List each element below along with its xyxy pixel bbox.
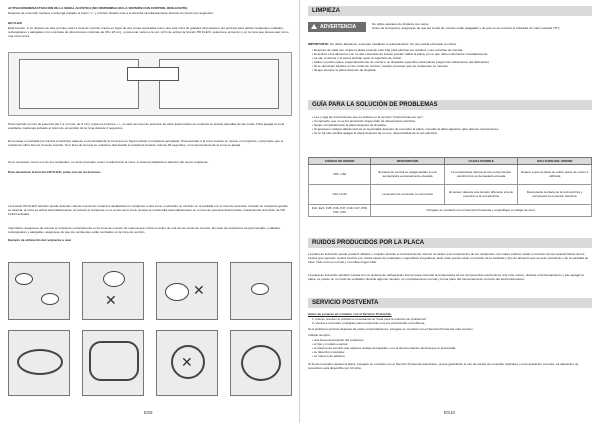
servicio-info-list [312, 338, 592, 358]
troubleshooting-list [308, 115, 592, 135]
table-cell: El panel de control se apaga debido a una temperatura excesivamente elevada [371, 165, 445, 185]
table-cell: Espere a que la placa se enfríe antes de volver a utilizarla [518, 165, 592, 185]
cross-icon: ✕ [181, 354, 193, 370]
page-number-left: ES9 [144, 410, 153, 415]
table-header-row [309, 158, 592, 165]
table-row [309, 205, 592, 217]
pot-icon [251, 283, 269, 295]
list-item: • una breve descripción del problema; [312, 338, 364, 342]
example-pan-grid-7 [156, 330, 218, 396]
table-row [309, 165, 592, 185]
list-item: • Después de cada uso, limpie la placa (cuando esté fría) para eliminar los residuos y las manchas de comida. [312, 48, 464, 52]
hd-flexi-intro: Esta función, si se dispone de ella, permite usar la zona de cocción entera en lugar de dos zonas separadas como una sola zona de grandes dimensiones. Es perfecta para utilizar recipientes ovalados, rectangulares y alargados (con una base de dimensiones máximas de 38 x 23 cm), o para usar varios a la vez. Al fin de activar la función HD FLEXI, seleccione al tiempo y en la zona que desea usar como una zona única. [8, 26, 289, 38]
list-item: • su número de teléfono. [312, 354, 346, 358]
warning-line-1: No utilice aparatos de limpieza con vapor. [372, 22, 430, 26]
example-pan-grid-4 [230, 262, 292, 320]
cleaning-list [308, 48, 592, 72]
important-label: IMPORTANTE: [308, 42, 330, 46]
round-pan-icon [241, 345, 281, 381]
table-row [309, 185, 592, 205]
servicio-indicate: Indique siempre: [308, 333, 331, 337]
signal-text: Después de encender la placa, mantenga pulsado el botón "+" y el botón situado más a la derecha simultáneamente durante al menos tres segundos. [8, 11, 214, 15]
list-item: • su dirección completa; [312, 350, 345, 354]
rect-pan-icon [89, 341, 139, 381]
servicio-final: Si fuera necesario reparar la placa, póngase en contacto con el Servicio Postventa autorizado, ya que garantizan el uso de piezas de recambio originales y una reparación correcta. La aplicación de recambios está disponible por 10 años. [308, 362, 579, 370]
list-item: • Si aparecen códigos alfanuméricos en la pantalla después de encender la placa, consulte la tabla siguiente para obtener instrucciones. [312, 127, 500, 131]
table-cell: Desconecte la placa de la red eléctrica y compruebe la conexión eléctrica. [518, 185, 592, 205]
example-pan-grid-1 [8, 262, 70, 320]
display-message-text: El mensaje en pantalla (se ilumina el símbolo) aparece en la pantalla de la zona que no haya recibido el recipiente apropiado. Para acceder a la zona cuando se mueve un recipiente, compruebe que el recipiente cubra bien la zona de cocción. Si el área de la zona se mantiene detectando el recipiente durante más de 30 segundos, el reconocimiento de la zona se apaga. [8, 139, 284, 147]
servicio-intro: Antes de ponerse en contacto con el Servicio Postventa: [308, 312, 392, 316]
example-pan-grid-2 [82, 262, 144, 320]
ruidos-title: RUIDOS PRODUCIDOS POR LA PLACA [308, 238, 592, 248]
list-item: • Si no ha sido posible apagar la placa después de su uso, desenchúfela de la red eléctrica. [312, 131, 438, 135]
table-header: CAUSA POSIBLE [444, 158, 518, 165]
warning-line-2: Antes de la limpieza, asegúrese de que las zonas de cocción están apagadas y de que no se muestra el indicador de calor residual ("H"). [372, 26, 561, 30]
example-pan-grid-3 [156, 262, 218, 320]
pot-icon [103, 271, 125, 287]
cross-icon: ✕ [193, 282, 205, 298]
important-text: No utilice abrasivos, esponjas metálicas ni quitamanchas. Su uso podría estropear el cristal. [330, 42, 457, 46]
servicio-step-2: 2. Vuelva a encender el aparato para comprobar si se ha solucionado el problema. [312, 321, 426, 325]
example-pan-grid-5 [8, 330, 70, 396]
list-item: • Seque siempre la placa después de limpiarla. [312, 68, 377, 72]
ruidos-paragraph-2: La placa de inducción también cuenta con un sistema de refrigeración interno para controlar la temperatura de los componentes electrónicos. Por este motivo, durante el funcionamiento y tras apagar la placa, se puede oír un ruido de ventilador durante algunos minutos; es completamente normal y forma parte del funcionamiento correcto del electrodoméstico. [308, 273, 584, 281]
ruidos-paragraph-1: La placa de inducción puede producir silbidos o crujidos durante el funcionamiento normal; se deben a la composición de los recipientes, los cuales podrían variar en función de las características de los fondos (por ejemplo, fondos hechos con varias capas de materiales o superficies irregulares). Este ruido puede variar en función de la cantidad y tipo de alimento que se esté cocinando y de la cantidad de ellos. Todo esto es normal y no indica ningún fallo. [308, 252, 589, 264]
subheading-hd-flexi: HD FLEXI [8, 21, 23, 25]
cross-icon: ✕ [105, 292, 117, 308]
important-note-text: Importante: asegúrese de colocar el recipiente correctamente en la zona de cocción de manera que cubra el centro de una de las zonas de cocción. En caso de recipientes de gran tamaño, ovalados, rectangulares y alargados, asegúrese de que los recipientes están centrados en la zona de cocción. [8, 226, 281, 234]
list-item: • Si se derraman líquidos en las zonas de cocción, pueden provocar que los recipientes se muevan. [312, 64, 449, 68]
power-level-text: Para cambiar el nivel de potencia (de 1 a un máx. de 9 o P), pulse los botones + / - el valor del nivel de potencia. El valor determinado se mostrará en ambas pantallas de las zonas. Para apagar la zona ampliada, mantenga pulsado el botón de encendido de la zona durante 3 segundos. [8, 122, 285, 130]
guia-title: GUÍA PARA LA SOLUCIÓN DE PROBLEMAS [308, 100, 592, 110]
pot-icon [41, 293, 59, 305]
example-caption: Ejemplo de utilización del recipiente a usar [8, 238, 72, 242]
pot-icon [165, 283, 189, 301]
page-number-right: ES10 [444, 410, 456, 415]
cooktop-zone-left [19, 59, 139, 109]
list-item: • Utilice un paño suave, papel absorbente de cocina o un limpiador específico para placas (según las indicaciones del fabricante). [312, 60, 490, 64]
table-cell: El sensor detecta una tensión diferente a la de conexión a la red eléctrica [444, 185, 518, 205]
list-item: • El azúcar o los alimentos con un alto contenido de azúcar pueden dañar la placa, por lo que deben eliminarse inmediatamente. [312, 52, 489, 56]
table-header: DESCRIPCIÓN [371, 158, 445, 165]
example-pan-grid-8 [230, 330, 292, 396]
control-panel-illustration [8, 52, 292, 116]
list-item: • Compruebe que no se ha producido ningún fallo de alimentación eléctrica. [312, 119, 416, 123]
deactivate-text: Para desactivar la función HD FLEXI, pulse uno de los botones. [8, 170, 102, 174]
important-note [308, 42, 592, 46]
list-item: • el número de servicio que aparece debajo del aparato o en la documentación técnica que lo acompaña; [312, 346, 457, 350]
list-item: • el tipo y modelo exactos; [312, 342, 348, 346]
table-cell: La tensión de conexión es incorrecta [371, 185, 445, 205]
table-cell: La temperatura interna de los componentes electrónicos es demasiado elevada [444, 165, 518, 185]
table-cell: Póngase en contacto con el Servicio Postventa y especifique el código de error. [371, 205, 592, 217]
table-cell: F42 o F43 [309, 185, 371, 205]
warning-label [308, 22, 366, 32]
example-pan-grid-6 [82, 330, 144, 396]
section-heading-signal: ACTIVACIÓN/DESACTIVACIÓN DE LA SEÑAL ACÚSTICA (NO DISPONIBLE EN LA VERSIÓN CON CONTROL DESLIZANTE) [8, 6, 188, 10]
servicio-paragraph: Si el problema persiste después de estas comprobaciones, póngase en contacto con el Servicio Postventa más cercano. [308, 327, 474, 331]
table-cell: F12, E21, F25, F36, F37, F40, F47, F58, F61, F60 [309, 205, 371, 217]
table-header: CÓDIGO DE ERROR [309, 158, 371, 165]
oval-pan-icon [17, 349, 63, 375]
pot-icon [15, 273, 33, 285]
list-item: • Lea y siga las instrucciones que se indican en la sección "Instrucciones de uso". [312, 115, 424, 119]
limpieza-title: LIMPIEZA [308, 6, 592, 16]
table-header: SOLUCIÓN DEL ERROR [518, 158, 592, 165]
servicio-title: SERVICIO POSTVENTA [308, 298, 592, 308]
table-cell: C81, C82 [309, 165, 371, 185]
display-panel-icon [127, 67, 179, 81]
list-item: • Seque completamente la placa después de limpiarla. [312, 123, 387, 127]
list-item: • La sal, el azúcar y la arena podrían rayar la superficie de cristal. [312, 56, 402, 60]
detection-text: La función HD FLEXI también puede detectar cuando una de las zonas ha desplazado un recipiente a otra zona, mostrando un símbolo en la pantalla con el nivel de potencia. Cuando un recipiente grande se detecta, la zona se activa automáticamente. Al colocar el recipiente en el centro de la zona, la tapa se mantendrá automáticamente en el nivel de potencia determinado, manteniendo la función de HD FLEXI activada. [8, 204, 288, 216]
error-code-table [308, 157, 592, 217]
warning-triangle-icon [311, 24, 317, 29]
warning-text: ADVERTENCIA [320, 24, 357, 30]
servicio-step-1: 1. Intente resolver el problema consultando la "Guía para la solución de problemas". [312, 317, 428, 321]
move-pan-text: Si es necesario mover uno de los recipientes, no será necesario volver a seleccionar la zona: el sistema adaptará el detector del nuevo recipiente. [8, 160, 209, 164]
right-page [300, 0, 600, 423]
